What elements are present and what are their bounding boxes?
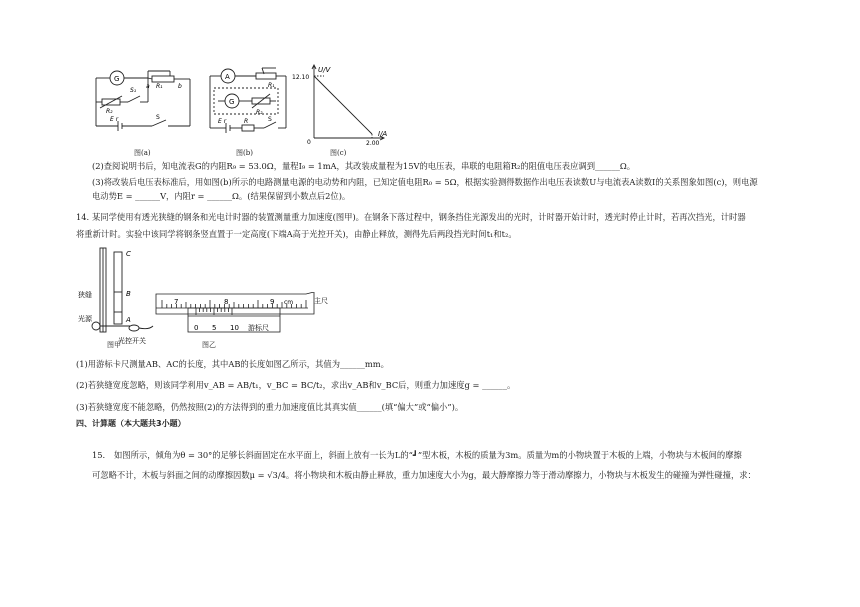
q14-part3: (3)若狭缝宽度不能忽略，仍然按照(2)的方法得到的重力加速度值比其真实值______(填“偏大”或“偏小”)。 bbox=[76, 402, 464, 412]
fig-b-R2: R₂ bbox=[256, 109, 263, 116]
fig-a-Er: E r bbox=[110, 116, 119, 123]
fig-a-G: G bbox=[114, 75, 120, 83]
fig-b-G: G bbox=[229, 98, 235, 106]
fig-b-S: S bbox=[268, 116, 272, 123]
vernier-tick-label-10: 10 bbox=[230, 324, 239, 332]
fig-jia-switch-label: 光控开关 bbox=[118, 337, 146, 345]
figure-a-circuit bbox=[92, 66, 196, 146]
fig-c-x-tick: 2.00 bbox=[366, 140, 380, 146]
fig-b-R1: R₁ bbox=[268, 82, 275, 89]
fig-a-S: S bbox=[156, 114, 160, 121]
figure-jia-caption: 图甲 bbox=[107, 341, 121, 349]
fig-c-y-axis: U/V bbox=[318, 66, 331, 74]
vernier-scale-label: 游标尺 bbox=[248, 324, 269, 332]
fig-jia-A: A bbox=[126, 316, 131, 324]
section-heading-calculation: 四、计算题（本大题共3小题） bbox=[76, 419, 186, 428]
figure-b-caption: 图(b) bbox=[236, 149, 253, 157]
main-scale-label: 主尺 bbox=[314, 297, 328, 305]
main-tick-label-7: 7 bbox=[174, 298, 179, 306]
q15-stem-line1: 如图所示，倾角为θ = 30°的足够长斜面固定在水平面上，斜面上放有一长为L的“┛”型木板，木板的质量为3m。质量为m的小物块置于木板的上端，小物块与木板间的摩擦 bbox=[114, 450, 742, 460]
fig-b-R: R bbox=[244, 118, 249, 125]
q14-stem-line1: 某同学使用有透光狭缝的钢条和光电计时器的装置测量重力加速度(图甲)。在钢条下落过程中，钢条挡住光源发出的光时，计时器开始计时，透光时停止计时，若再次挡光，计时器 bbox=[92, 212, 746, 222]
q14-stem-line2: 将重新计时。实验中该同学将钢条竖直置于一定高度(下端A高于光控开关)，由静止释放，测得先后两段挡光时间t₁和t₂。 bbox=[76, 229, 517, 239]
q13-part3-line1: (3)将改装后电压表标准后，用如图(b)所示的电路测量电源的电动势和内阻，已知定值电阻R₀ = 5Ω，根据实验测得数据作出电压表读数U与电流表A读数I的关系图象如图(c)，则电源 bbox=[92, 177, 758, 187]
q14-number: 14. bbox=[76, 212, 90, 222]
fig-b-Er: E r bbox=[218, 118, 227, 125]
figure-c-graph bbox=[292, 62, 388, 146]
vernier-tick-label-5: 5 bbox=[212, 324, 217, 332]
vernier-tick-label-0: 0 bbox=[194, 324, 199, 332]
fig-c-x-axis: I/A bbox=[378, 130, 388, 138]
fig-c-origin: 0 bbox=[307, 139, 311, 146]
main-tick-label-9: 9 bbox=[270, 298, 275, 306]
figure-b-circuit bbox=[206, 66, 290, 146]
fig-b-A: A bbox=[225, 73, 230, 81]
fig-a-R1: R₁ bbox=[156, 83, 163, 90]
q15-number: 15. bbox=[92, 450, 106, 460]
q14-part1: (1)用游标卡尺测量AB、AC的长度，其中AB的长度如图乙所示，其值为______mm。 bbox=[76, 359, 389, 369]
main-tick-label-8: 8 bbox=[224, 298, 229, 306]
figure-c-caption: 图(c) bbox=[330, 149, 347, 157]
figure-a-caption: 图(a) bbox=[134, 149, 151, 157]
figure-jia-apparatus bbox=[76, 244, 160, 348]
fig-c-y-tick: 12.10 bbox=[292, 74, 310, 81]
main-unit-label: cm bbox=[284, 299, 294, 306]
fig-jia-C: C bbox=[126, 250, 131, 258]
figure-yi-caption: 图乙 bbox=[202, 341, 216, 349]
q13-part2: (2)查阅说明书后，知电流表G的内阻R₉ = 53.0Ω，量程I₉ = 1mA，其改装成量程为15V的电压表，串联的电阻箱R₂的阻值电压表应调到______Ω。 bbox=[92, 161, 636, 171]
q15-stem-line2: 可忽略不计，木板与斜面之间的动摩擦因数μ = √3/4。将小物块和木板由静止释放，重力加速度大小为g，最大静摩擦力等于滑动摩擦力，小物块与木板发生的碰撞为弹性碰撞，求： bbox=[92, 470, 756, 480]
fig-jia-B: B bbox=[126, 290, 131, 298]
q14-part2: (2)若狭缝宽度忽略，则该同学利用v_AB = AB/t₁，v_BC = BC/t₂，求出v_AB和v_BC后，则重力加速度g = ______。 bbox=[76, 380, 516, 390]
q13-part3-line2: 电动势E = ______V，内阻r = ______Ω。(结果保留到小数点后2位)。 bbox=[92, 191, 351, 201]
fig-a-R2: R₂ bbox=[106, 108, 113, 115]
fig-a-b: b bbox=[178, 83, 182, 90]
fig-a-a: a bbox=[146, 83, 150, 90]
figure-yi-vernier bbox=[152, 292, 332, 338]
fig-a-S1: S₁ bbox=[130, 87, 137, 94]
fig-jia-slit-label: 狭缝 bbox=[78, 291, 92, 299]
fig-jia-source-label: 光源 bbox=[78, 315, 92, 323]
